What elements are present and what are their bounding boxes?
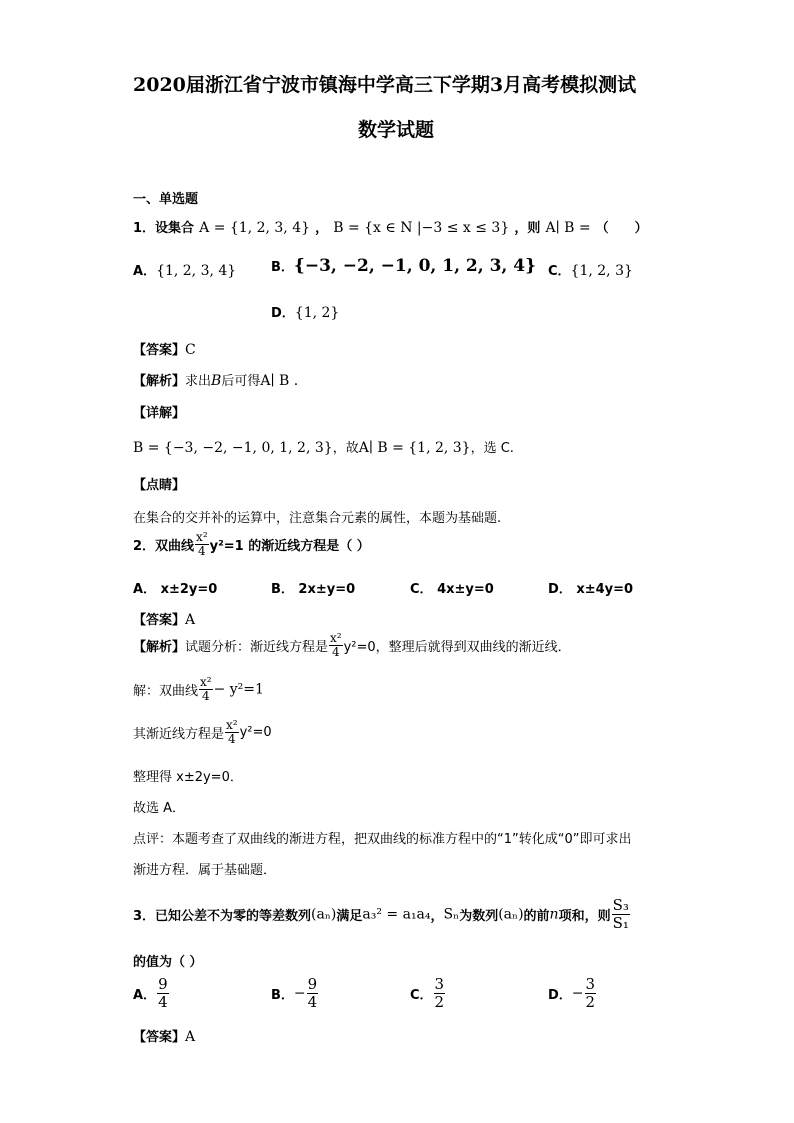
q2-asymptote-line	[133, 719, 272, 746]
q1-comment: 在集合的交并补的运算中，注意集合元素的属性，本题为基础题.	[133, 511, 502, 526]
detail-tail: ，选 C.	[470, 441, 514, 456]
q1-detail-tag: 【详解】	[133, 406, 186, 421]
q2-fraction	[195, 531, 209, 558]
q1-answer	[133, 339, 196, 358]
solution-text: 解：双曲线	[133, 684, 199, 699]
q3-text: 的前	[523, 909, 550, 924]
detail-expr-2: A∣ B = {1, 2, 3}	[358, 440, 471, 456]
solution-expr: y²=0	[239, 725, 272, 740]
option-value: {1, 2}	[294, 305, 340, 321]
q1-set-a: A = {1, 2, 3, 4}	[199, 220, 311, 236]
option-label: A．	[133, 988, 157, 1003]
q3-option-b	[271, 976, 319, 1011]
fraction-denominator: 2	[585, 993, 596, 1011]
analysis-fraction	[329, 632, 343, 659]
q2-option-a: A． x±2y=0	[133, 582, 218, 597]
q3-ratio	[612, 897, 630, 932]
solution-text: 其渐近线方程是	[133, 727, 225, 742]
fraction-denominator: 4	[307, 993, 318, 1011]
fraction-denominator: 4	[332, 645, 340, 659]
analysis-text: 求出	[185, 374, 212, 389]
analysis-text-2: 后可得	[221, 374, 261, 389]
analysis-tag: 【解析】	[133, 374, 186, 389]
analysis-text-2: y²=0，整理后就得到双曲线的渐近线．	[343, 640, 571, 655]
option-label: C．	[548, 264, 571, 279]
option-fraction	[434, 976, 446, 1011]
fraction-denominator: 4	[227, 732, 236, 746]
question-3	[133, 897, 631, 932]
q3-condition: a₃² = a₁a₄	[362, 906, 431, 923]
analysis-text: 试题分析：渐近线方程是	[185, 640, 329, 655]
q3-prefix: 3．已知公差不为零的等差数列	[133, 909, 312, 924]
q1-comma: ，	[315, 221, 329, 236]
q3-option-c	[410, 976, 446, 1011]
q2-prefix: 2．双曲线	[133, 539, 195, 554]
q1-option-a	[133, 260, 236, 279]
detail-text: ，故	[332, 441, 359, 456]
fraction-denominator: 4	[198, 544, 206, 558]
q3-line-2: 的值为（ ）	[133, 955, 203, 970]
q2-answer	[133, 609, 195, 628]
option-fraction	[585, 976, 597, 1011]
q1-prefix: 1．设集合	[133, 221, 195, 236]
option-value: {1, 2, 3}	[570, 263, 633, 279]
answer-value: A	[185, 1029, 196, 1045]
q3-answer	[133, 1026, 195, 1045]
fraction-denominator: S₁	[612, 914, 629, 932]
fraction-numerator: 3	[585, 975, 596, 993]
fraction-denominator: 4	[158, 993, 168, 1011]
fraction-denominator: 4	[201, 689, 210, 703]
option-label: A．	[133, 264, 157, 279]
fraction-numerator: x²	[196, 530, 208, 544]
answer-tag: 【答案】	[133, 1030, 186, 1045]
q3-option-a	[133, 976, 170, 1011]
option-label: B．	[271, 260, 294, 275]
q2-review-line-2: 渐进方程．属于基础题．	[133, 863, 277, 878]
q2-option-b: B． 2x±y=0	[271, 582, 356, 597]
question-1	[133, 217, 648, 236]
q1-option-c	[548, 260, 633, 279]
page-title: 2020届浙江省宁波市镇海中学高三下学期3月高考模拟测试	[133, 74, 637, 96]
option-fraction	[157, 976, 169, 1011]
fraction-numerator: 9	[158, 975, 168, 993]
answer-tag: 【答案】	[133, 343, 186, 358]
q1-option-d	[271, 302, 339, 321]
solution-fraction	[199, 676, 213, 703]
q2-suffix: y²=1 的渐近线方程是（ ）	[209, 539, 370, 554]
page-subtitle: 数学试题	[358, 119, 435, 141]
q1-comment-tag: 【点睛】	[133, 478, 186, 493]
q3-seq: (aₙ)	[311, 906, 337, 923]
q1-expr: A∣ B =	[545, 220, 591, 236]
q2-choose: 故选 A．	[133, 801, 186, 816]
analysis-expr: A∣ B .	[260, 373, 299, 389]
fraction-denominator: 2	[434, 993, 445, 1011]
q1-tail: ，则	[514, 221, 541, 236]
option-label: D．	[548, 988, 572, 1003]
fraction-numerator: 9	[307, 975, 318, 993]
option-label: D．	[271, 306, 295, 321]
q2-option-c: C． 4x±y=0	[410, 582, 494, 597]
q2-simplify: 整理得 x±2y=0．	[133, 770, 243, 785]
q2-review-line-1: 点评：本题考查了双曲线的渐进方程，把双曲线的标准方程中的“1”转化成“0”即可求出	[133, 832, 632, 847]
answer-value: A	[185, 612, 196, 628]
q1-analysis	[133, 370, 298, 389]
asymptote-fraction	[225, 719, 239, 746]
q3-text: 项和，则	[558, 909, 611, 924]
q3-option-d	[548, 976, 597, 1011]
section-heading: 一、单选题	[133, 192, 199, 207]
q3-text: 为数列	[459, 909, 499, 924]
analysis-tag: 【解析】	[133, 640, 186, 655]
option-label: C．	[410, 988, 433, 1003]
q2-solution	[133, 676, 264, 703]
solution-expr: − y²=1	[213, 681, 264, 698]
option-value: {−3, −2, −1, 0, 1, 2, 3, 4}	[293, 256, 537, 276]
q1-set-b: B = {x ∈ N |−3 ≤ x ≤ 3}	[333, 220, 510, 236]
q3-text: 满足	[336, 909, 363, 924]
fraction-numerator: x²	[330, 631, 342, 645]
option-sign: −	[571, 985, 584, 1002]
q2-analysis	[133, 632, 571, 659]
fraction-numerator: 3	[434, 975, 445, 993]
q1-option-b	[271, 256, 536, 276]
option-sign: −	[293, 985, 306, 1002]
option-value: {1, 2, 3, 4}	[156, 263, 237, 279]
question-2	[133, 531, 370, 558]
q2-option-d: D． x±4y=0	[548, 582, 634, 597]
fraction-numerator: x²	[226, 718, 238, 732]
option-fraction	[307, 976, 319, 1011]
q3-text: ，	[430, 909, 444, 924]
fraction-numerator: x²	[200, 675, 212, 689]
q3-n: n	[549, 906, 559, 923]
answer-tag: 【答案】	[133, 613, 186, 628]
answer-value: C	[185, 342, 196, 358]
q3-seq: (aₙ)	[498, 906, 524, 923]
option-label: B．	[271, 988, 294, 1003]
fraction-numerator: S₃	[612, 896, 629, 914]
q3-sn: Sₙ	[443, 906, 460, 923]
detail-expr: B = {−3, −2, −1, 0, 1, 2, 3}	[133, 440, 333, 456]
q1-detail	[133, 437, 514, 456]
analysis-var: B	[211, 373, 222, 389]
q1-paren: （ ）	[595, 221, 648, 236]
